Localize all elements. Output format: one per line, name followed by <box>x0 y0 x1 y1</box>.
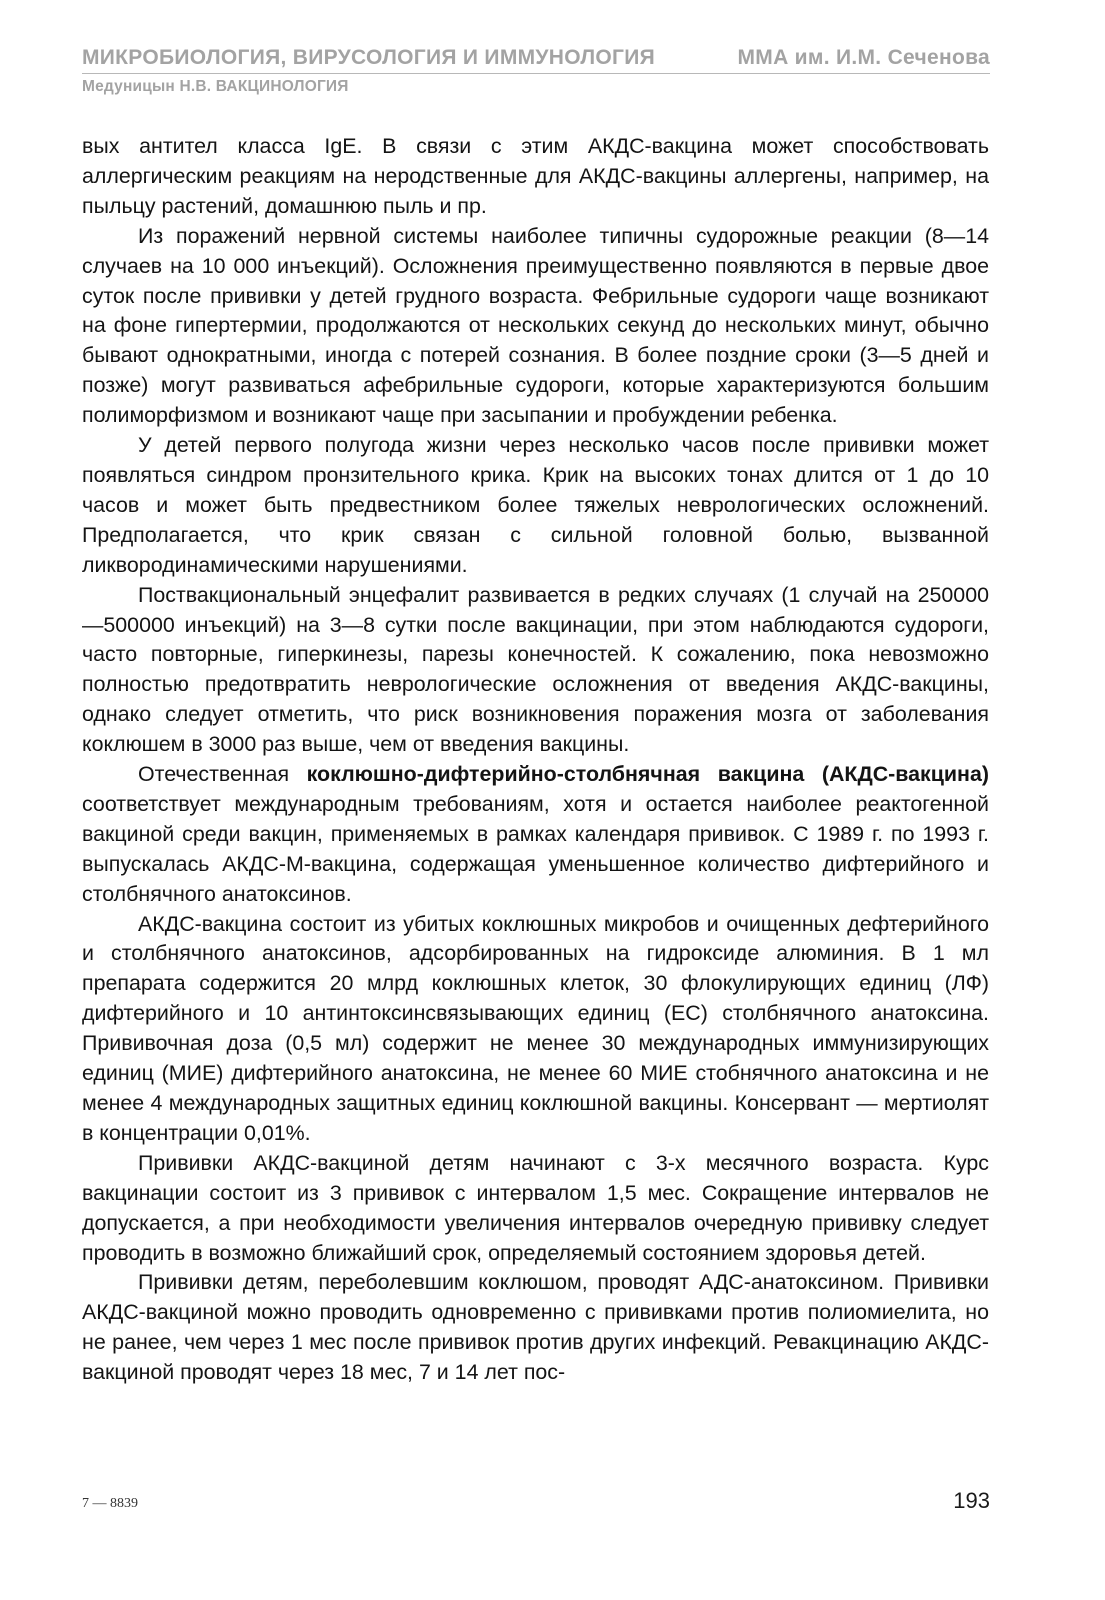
paragraph-5-rest: соответствует международным требованиям, хотя и остается наиболее реактогенной вакциной среди вакцин, применяемых в рамках календаря прививок. С 1989 г. по 1993 г. выпускалась АКДС-М-вакцина, содержащая уменьшенное количество дифтерийного и столбнячного анатоксинов. <box>82 791 989 906</box>
page-number: 193 <box>953 1488 990 1513</box>
paragraph-6: АКДС-вакцина состоит из убитых коклюшных микробов и очищенных дефтерийного и столбнячного анатоксинов, адсорбированных на гидроксиде алюминия. В 1 мл препарата содержится 20 млрд коклюшных клеток, 30 флокулирующих единиц (ЛФ) дифтерийного и 10 антинтоксинсвязывающих единиц (ЕС) столбнячного анатоксина. Прививочная доза (0,5 мл) содержит не менее 30 международных иммунизирующих единиц (МИЕ) дифтерийного анатоксина, не менее 60 МИЕ стобнячного анатоксина и не менее 4 международных защитных единиц коклюшной вакцины. Консервант — мертиолят в концентрации 0,01%. <box>82 911 989 1145</box>
book-author-title: Медуницын Н.В. ВАКЦИНОЛОГИЯ <box>82 78 349 95</box>
paragraph-1: вых антител класса IgE. В связи с этим АКДС-вакцина может способствовать аллергическим реакциям на неродственные для АКДС-вакцины аллергены, например, на пыльцу растений, домашнюю пыль и пр. <box>82 134 989 218</box>
paragraph-7: Прививки АКДС-вакциной детям начинают с 3-х месячного возраста. Курс вакцинации состоит из 3 прививок с интервалом 1,5 мес. Сокращение интервалов не допускается, а при необходимости увеличения интервалов очередную прививку следует проводить в возможно ближайший срок, определяемый состоянием здоровья детей. <box>82 1150 989 1265</box>
paragraph-5-intro: Отечественная <box>138 762 307 787</box>
running-head <box>82 46 990 96</box>
paragraph-4: Поствакциональный энцефалит развивается в редких случаях (1 случай на 250000—500000 инъекций) на 3—8 сутки после вакцинации, при этом наблюдаются судороги, часто повторные, гиперкинезы, парезы конечностей. К сожалению, пока невозможно полностью предотвратить неврологические осложнения от введения АКДС-вакцины, однако следует отметить, что риск возникновения поражения мозга от заболевания коклюшем в 3000 раз выше, чем от введения вакцины. <box>82 582 989 757</box>
paragraph-3: У детей первого полугода жизни через несколько часов после прививки может появляться синдром пронзительного крика. Крик на высоких тонах длится от 1 до 10 часов и может быть предвестником более тяжелых неврологических осложнений. Предполагается, что крик связан с сильной головной болью, вызванной ликвородинамическими нарушениями. <box>82 433 989 577</box>
running-head-line <box>82 46 990 74</box>
paragraph-8: Прививки детям, переболевшим коклюшом, проводят АДС-анатоксином. Прививки АКДС-вакциной можно проводить одновременно с прививками против полиомиелита, но не ранее, чем через 1 мес после прививок против других инфекций. Ревакцинацию АКДС-вакциной проводят через 18 мес, 7 и 14 лет пос- <box>82 1270 989 1385</box>
institution-name: ММА им. И.М. Сеченова <box>737 46 990 69</box>
vaccine-term-bold: коклюшно-дифтерийно-столбнячная вакцина (АКДС-вакцина) <box>306 762 989 787</box>
paragraph-5 <box>82 760 989 910</box>
page-body <box>82 132 989 1388</box>
subject-title: МИКРОБИОЛОГИЯ, ВИРУСОЛОГИЯ И ИММУНОЛОГИЯ <box>82 46 656 69</box>
paragraph-2: Из поражений нервной системы наиболее типичны судорожные реакции (8—14 случаев на 10 000 инъекций). Осложнения преимущественно появляются в первые двое суток после прививки у детей грудного возраста. Фебрильные судороги чаще возникают на фоне гипертермии, продолжаются от нескольких секунд до нескольких минут, обычно бывают однократными, иногда с потерей сознания. В более поздние сроки (3—5 дней и позже) могут развиваться афебрильные судороги, которые характеризуются большим полиморфизмом и возникают чаще при засыпании и пробуждении ребенка. <box>82 223 989 428</box>
printer-signature: 7 — 8839 <box>82 1496 138 1511</box>
